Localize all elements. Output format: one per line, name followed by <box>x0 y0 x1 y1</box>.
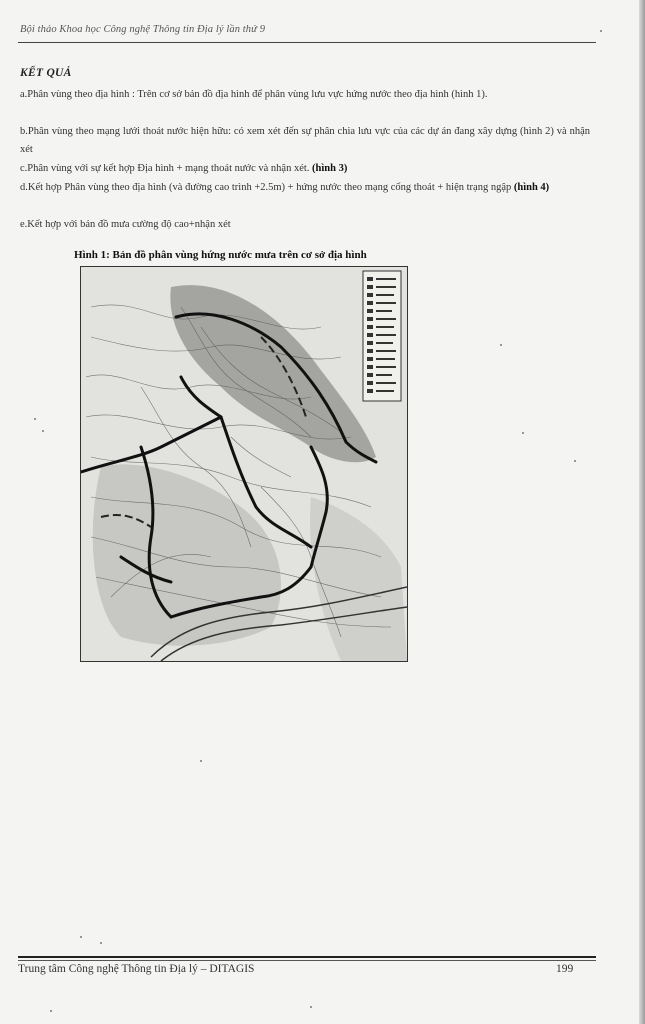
section-title: KẾT QUẢ <box>20 67 72 79</box>
paragraph-b: b.Phân vùng theo mạng lưới thoát nước hiện hữu: có xem xét đến sự phân chia lưu vực của các dự án đang xây dựng (hình 2) và nhận xét <box>20 126 590 155</box>
paragraph-e: e.Kết hợp với bản đồ mưa cường độ cao+nhận xét <box>20 219 231 230</box>
footer-organization: Trung tâm Công nghệ Thông tin Địa lý – DITAGIS <box>18 963 255 975</box>
paragraph-c-figure-ref: (hình 3) <box>312 163 348 174</box>
scan-speck <box>522 432 524 434</box>
scan-speck <box>310 1006 312 1008</box>
paragraph-d-text: d.Kết hợp Phân vùng theo địa hình (và đường cao trình +2.5m) + hứng nước theo mạng cống thoát + hiện trạng ngập <box>20 182 512 193</box>
paragraph-a: a.Phân vùng theo địa hình : Trên cơ sở bản đồ địa hình để phân vùng lưu vực hứng nước theo địa hình (hình 1). <box>20 89 488 100</box>
scan-speck <box>574 460 576 462</box>
page-edge-shadow <box>639 0 645 1024</box>
footer-rule-thin <box>18 960 596 961</box>
scan-speck <box>34 418 36 420</box>
running-header: Bội thảo Khoa học Công nghệ Thông tin Địa lý lần thứ 9 <box>20 24 266 35</box>
watershed-map-figure <box>80 266 408 662</box>
scan-speck <box>42 430 44 432</box>
footer-rule <box>18 956 596 958</box>
header-rule <box>18 42 596 43</box>
figure-caption: Hình 1: Bản đồ phân vùng hứng nước mưa trên cơ sở địa hình <box>74 249 367 261</box>
page-number: 199 <box>556 963 574 975</box>
paragraph-d <box>20 179 590 197</box>
paragraph-c <box>20 160 590 178</box>
scan-speck <box>600 30 602 32</box>
scan-speck <box>50 1010 52 1012</box>
paragraph-d-figure-ref: (hình 4) <box>513 182 550 193</box>
scan-speck <box>200 760 202 762</box>
scan-speck <box>80 936 82 938</box>
scan-speck <box>100 942 102 944</box>
scan-speck <box>500 344 502 346</box>
paragraph-c-text: c.Phân vùng với sự kết hợp Địa hình + mạng thoát nước và nhận xét. <box>20 163 310 174</box>
watershed-map-image <box>81 267 407 661</box>
map-legend <box>363 271 401 401</box>
